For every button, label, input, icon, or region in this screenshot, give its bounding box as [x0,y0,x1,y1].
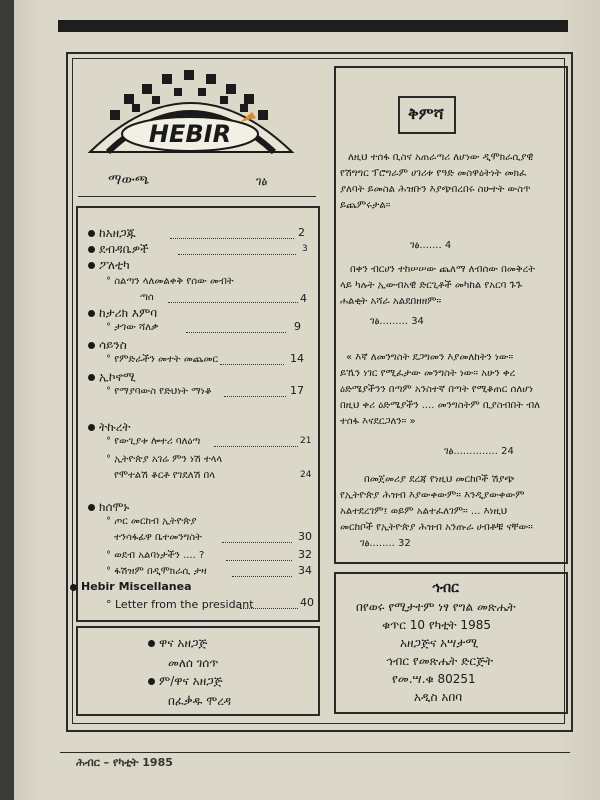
bullet-icon [70,584,77,591]
quote-page-ref[interactable]: ገፅ......... 34 [370,316,424,327]
staff-name: መለሰ ገሰጥ [168,656,219,670]
toc-item-label: ከታሪክ እምባ [99,306,158,320]
masthead-line: አዘጋጅና አሣታሚ [400,636,479,650]
toc-subitem-label: Letter from the presidant [115,598,254,611]
toc-subitem[interactable]: ° የውጊያቱ ሎተሪ ባለዕጣ [106,436,201,447]
quote-line: ይኼን ነገር የሚፈታው መንግስት ነው። አሁን ቀረ [340,368,516,379]
toc-item-page: 2 [298,226,305,239]
bullet-icon [88,342,95,349]
quote-line: በመጀመሪያ ደረጃ የነዚህ መርከቦች ሽያጭ [364,474,515,485]
toc-item-page: 30 [298,530,312,543]
masthead-title: ኅብር [432,580,459,596]
bullet-icon [88,246,95,253]
quote-line: ሐልቂት አሻራ አልደበዘዘም። [340,296,442,307]
quote-line: ያለባት ይመስል ሕዝቡን እያጭበረበሩ ስሁተት ውስጥ [340,184,531,195]
toc-item-page: 34 [298,564,312,577]
toc-subitem-label-cont: ተንሳፋፊዋ ቤተመንግስት [114,532,202,543]
leader-dots [186,332,286,333]
toc-subitem[interactable]: ° ፋሽዝም በዲሞክራሲ ታዛ [106,566,207,577]
toc-item[interactable] [88,338,127,353]
toc-item-page: 17 [290,384,304,397]
toc-item[interactable] [70,580,192,593]
quotes-title: ቅምሻ [408,104,444,123]
toc-item-label: ከአዘጋጁ [99,226,136,240]
quote-line: ይጨምሩታል። [340,200,391,211]
toc-item[interactable] [88,258,130,273]
toc-item-label: ክሰሞኑ [99,500,130,514]
quote-line: ለዚህ ተሰፋ ቢስና አጠራጣሪ ለሆነው ዲሞክራሲያዊ [348,152,534,163]
quote-line: ተሰፋ እናደርጋለን። » [340,416,416,427]
bullet-icon [88,424,95,431]
toc-subitem-label: ኢትዮጵያ አገሬ ምን ነሽ ተላላ [114,454,223,465]
bullet-icon [88,374,95,381]
toc-item-label: ፖለቲካ [99,258,130,272]
toc-item-page: 3 [302,244,308,254]
toc-subitem-label: ስልጣን ላለመልቀቅ የሰው መብት [114,276,234,287]
toc-subitem[interactable]: ° ወደብ አልባነታችን .... ? [106,550,205,561]
bullet-icon [88,262,95,269]
toc-item[interactable] [88,500,129,515]
toc-item[interactable] [88,420,131,435]
footer-rule [60,752,570,753]
quote-line: መርከቦች የኢትዮጵያ ሕዝብ አንጡራ ሀብቶቹ ናቸው። [340,522,533,533]
toc-subitem[interactable]: ° ጦር መርከብ ኢትዮጵያ [106,516,197,527]
toc-subitem-label: ታገው ሻለቃ [114,322,159,333]
quote-line: አልተደረገም፤ ወይም አልተፈለገም። ... እነዚህ [340,506,508,517]
toc-subitem[interactable]: ° Letter from the presidant [106,598,254,611]
toc-subitem[interactable]: ° ኢትዮጵያ አገሬ ምን ነሽ ተላላ [106,454,223,465]
quote-page-ref[interactable]: ገፅ....... 4 [410,240,452,251]
masthead-line: ኅብር የመጽሔት ድርጅት [386,654,494,668]
quote-page-ref[interactable]: ገፅ.............. 24 [444,446,514,457]
leader-dots [232,576,292,577]
toc-subitem[interactable]: ° ስልጣን ላለመልቀቅ የሰው መብት [106,276,234,287]
toc-title: ማውጫ [108,172,150,188]
toc-subitem-label: ጦር መርከብ ኢትዮጵያ [114,516,197,527]
leader-dots [224,396,286,397]
toc-item-page: 21 [300,436,312,446]
toc-subitem-label-cont: የሞተልሽ ቆርቶ የገደለሽ በላ [114,470,216,481]
toc-subitem[interactable]: ° የምድራችን መተት መጨመር [106,354,219,365]
toc-subitem-label-cont: ጣሰ [140,292,154,303]
leader-dots [226,560,292,561]
toc-item-page: 9 [294,320,301,333]
staff-name: በፈቃዱ ሞረዳ [168,694,232,708]
toc-item-label: ሳይንስ [99,338,127,352]
toc-item-label: Hebir Miscellanea [81,580,192,593]
toc-item-label: ትኩረት [99,420,131,434]
hebir-logo [80,64,302,156]
leader-dots [178,254,296,255]
leader-dots [168,302,298,303]
staff-role: ዋና አዘጋጅ [148,636,207,651]
quote-line: ላይ ካሉት ኢውብአዊ ድርጊቶች መካከል የአርባ ጉጉ [340,280,523,291]
quote-line: « እኛ ለመንግስት ደጋግመን እያመለከትን ነው። [346,352,514,363]
toc-item[interactable] [88,370,136,385]
toc-subitem-label: የማያባውስ የድህነት ማነቆ [114,386,212,397]
bullet-icon [148,640,155,647]
quote-line: የሽግግር ፕሮግራም ሀገሪቱ የዓድ መስዋዕትነት መክፈ [340,168,527,179]
toc-subitem-label: የምድራችን መተት መጨመር [114,354,219,365]
bullet-icon [88,504,95,511]
toc-item-page: 4 [300,292,307,305]
leader-dots [214,446,298,447]
toc-subitem-label: ወደብ አልባነታችን .... ? [114,550,205,561]
toc-item-page: 24 [300,470,312,480]
top-rule [58,20,568,32]
toc-item-page: 32 [298,548,312,561]
toc-item-page: 14 [290,352,304,365]
leader-dots [170,238,294,239]
toc-item[interactable] [88,242,149,257]
leader-dots [222,542,292,543]
toc-item-page: 40 [300,596,314,609]
quote-page-ref[interactable]: ገፅ........ 32 [360,538,411,549]
bullet-icon [88,230,95,237]
toc-header-rule [78,196,316,197]
masthead-line: አዲስ አበባ [414,690,463,704]
masthead-line: የመ.ሣ.ቁ 80251 [392,672,476,686]
staff-role: ም/ዋና አዘጋጅ [148,674,223,689]
toc-page-label: ገፅ [256,174,268,188]
masthead-line: በየወሩ የሚታተም ነፃ የግል መጽሔት [356,600,516,614]
quote-line: በቀን ብርሀን ተከሠሠው ጨለማ ለብሰው በመቅረት [350,264,535,275]
quote-line: የኢትዮጵያ ሕዝብ እያውቀውም። እንዲያውቀውም [340,490,525,501]
quote-line: በዚህ ቀሪ ዕድሜያችን .... መንግስትም ቢያስብበት ብለ [340,400,541,411]
leader-dots [240,608,298,609]
toc-subitem[interactable]: ° የማያባውስ የድህነት ማነቆ [106,386,212,397]
footer-text: ሕብር – የካቲት 1985 [76,756,173,769]
toc-subitem[interactable]: ° ታገው ሻለቃ [106,322,159,333]
leader-dots [220,364,284,365]
toc-item-label: ኢኮኖሚ [99,370,136,384]
masthead-line: ቁጥር 10 የካቲት 1985 [382,618,491,632]
toc-subitem-label: የውጊያቱ ሎተሪ ባለዕጣ [114,436,201,447]
quote-line: ዕድሜያችንን በጣም አንስተኛ በጣት የሚቆጠር ሰለሆነ [340,384,534,395]
toc-item[interactable] [88,306,157,321]
bullet-icon [88,310,95,317]
toc-item-label: ደብዳቤዎች [99,242,149,256]
toc-subitem-label: ፋሽዝም በዲሞክራሲ ታዛ [114,566,207,577]
toc-item[interactable] [88,226,136,241]
bullet-icon [148,678,155,685]
logo-text: HEBIR [148,120,232,148]
